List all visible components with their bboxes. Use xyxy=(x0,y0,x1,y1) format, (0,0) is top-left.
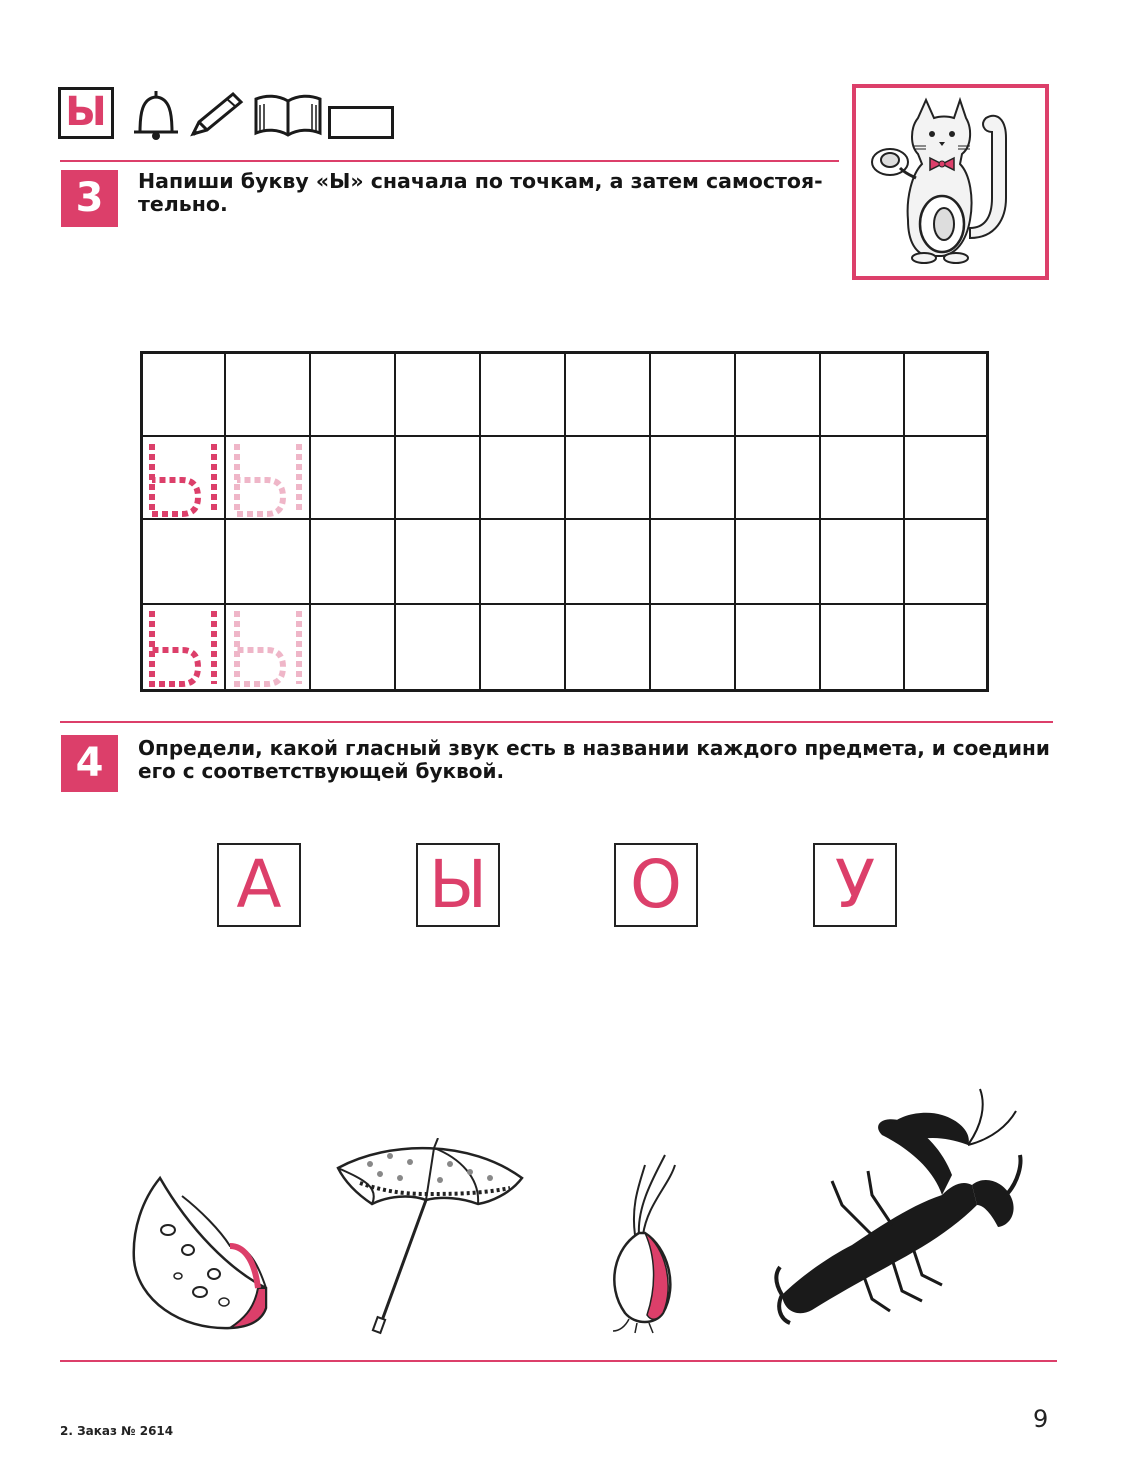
book-icon xyxy=(252,93,324,139)
writing-grid[interactable] xyxy=(140,351,989,692)
task-number-badge-4: 4 xyxy=(61,735,118,792)
section-divider-4 xyxy=(60,721,1053,723)
pencil-icon xyxy=(187,90,247,140)
header-letter-box: Ы xyxy=(58,87,114,139)
order-number: 2. Заказ № 2614 xyxy=(60,1424,174,1438)
umbrella-icon[interactable] xyxy=(330,1138,530,1338)
bell-icon xyxy=(128,88,184,142)
footer-divider xyxy=(60,1360,1057,1362)
task-4-text-line2: его с соответствующей буквой. xyxy=(138,759,505,783)
vowel-box-u[interactable]: У xyxy=(813,843,897,927)
task-4-text-line1: Определи, какой гласный звук есть в названии каждого предмета, и соедини xyxy=(138,736,1050,760)
task-3-text xyxy=(138,170,823,216)
task-number-badge-3: 3 xyxy=(61,170,118,227)
cat-with-letter-illustration xyxy=(856,88,1045,276)
onion-icon[interactable] xyxy=(595,1135,690,1335)
cheese-icon[interactable] xyxy=(130,1170,270,1335)
answer-box xyxy=(328,106,394,139)
task-3-text-line1: Напиши букву «Ы» сначала по точкам, а затем самостоя- xyxy=(138,169,823,193)
vowel-box-a[interactable]: А xyxy=(217,843,301,927)
task-4-text xyxy=(138,737,1050,783)
cat-illustration-frame xyxy=(852,84,1049,280)
task-3-text-line2: тельно. xyxy=(138,192,228,216)
crayfish-icon[interactable] xyxy=(772,1085,1030,1330)
page-number: 9 xyxy=(1033,1405,1049,1433)
vowel-box-y[interactable]: Ы xyxy=(416,843,500,927)
section-divider-3 xyxy=(60,160,839,162)
vowel-box-o[interactable]: О xyxy=(614,843,698,927)
